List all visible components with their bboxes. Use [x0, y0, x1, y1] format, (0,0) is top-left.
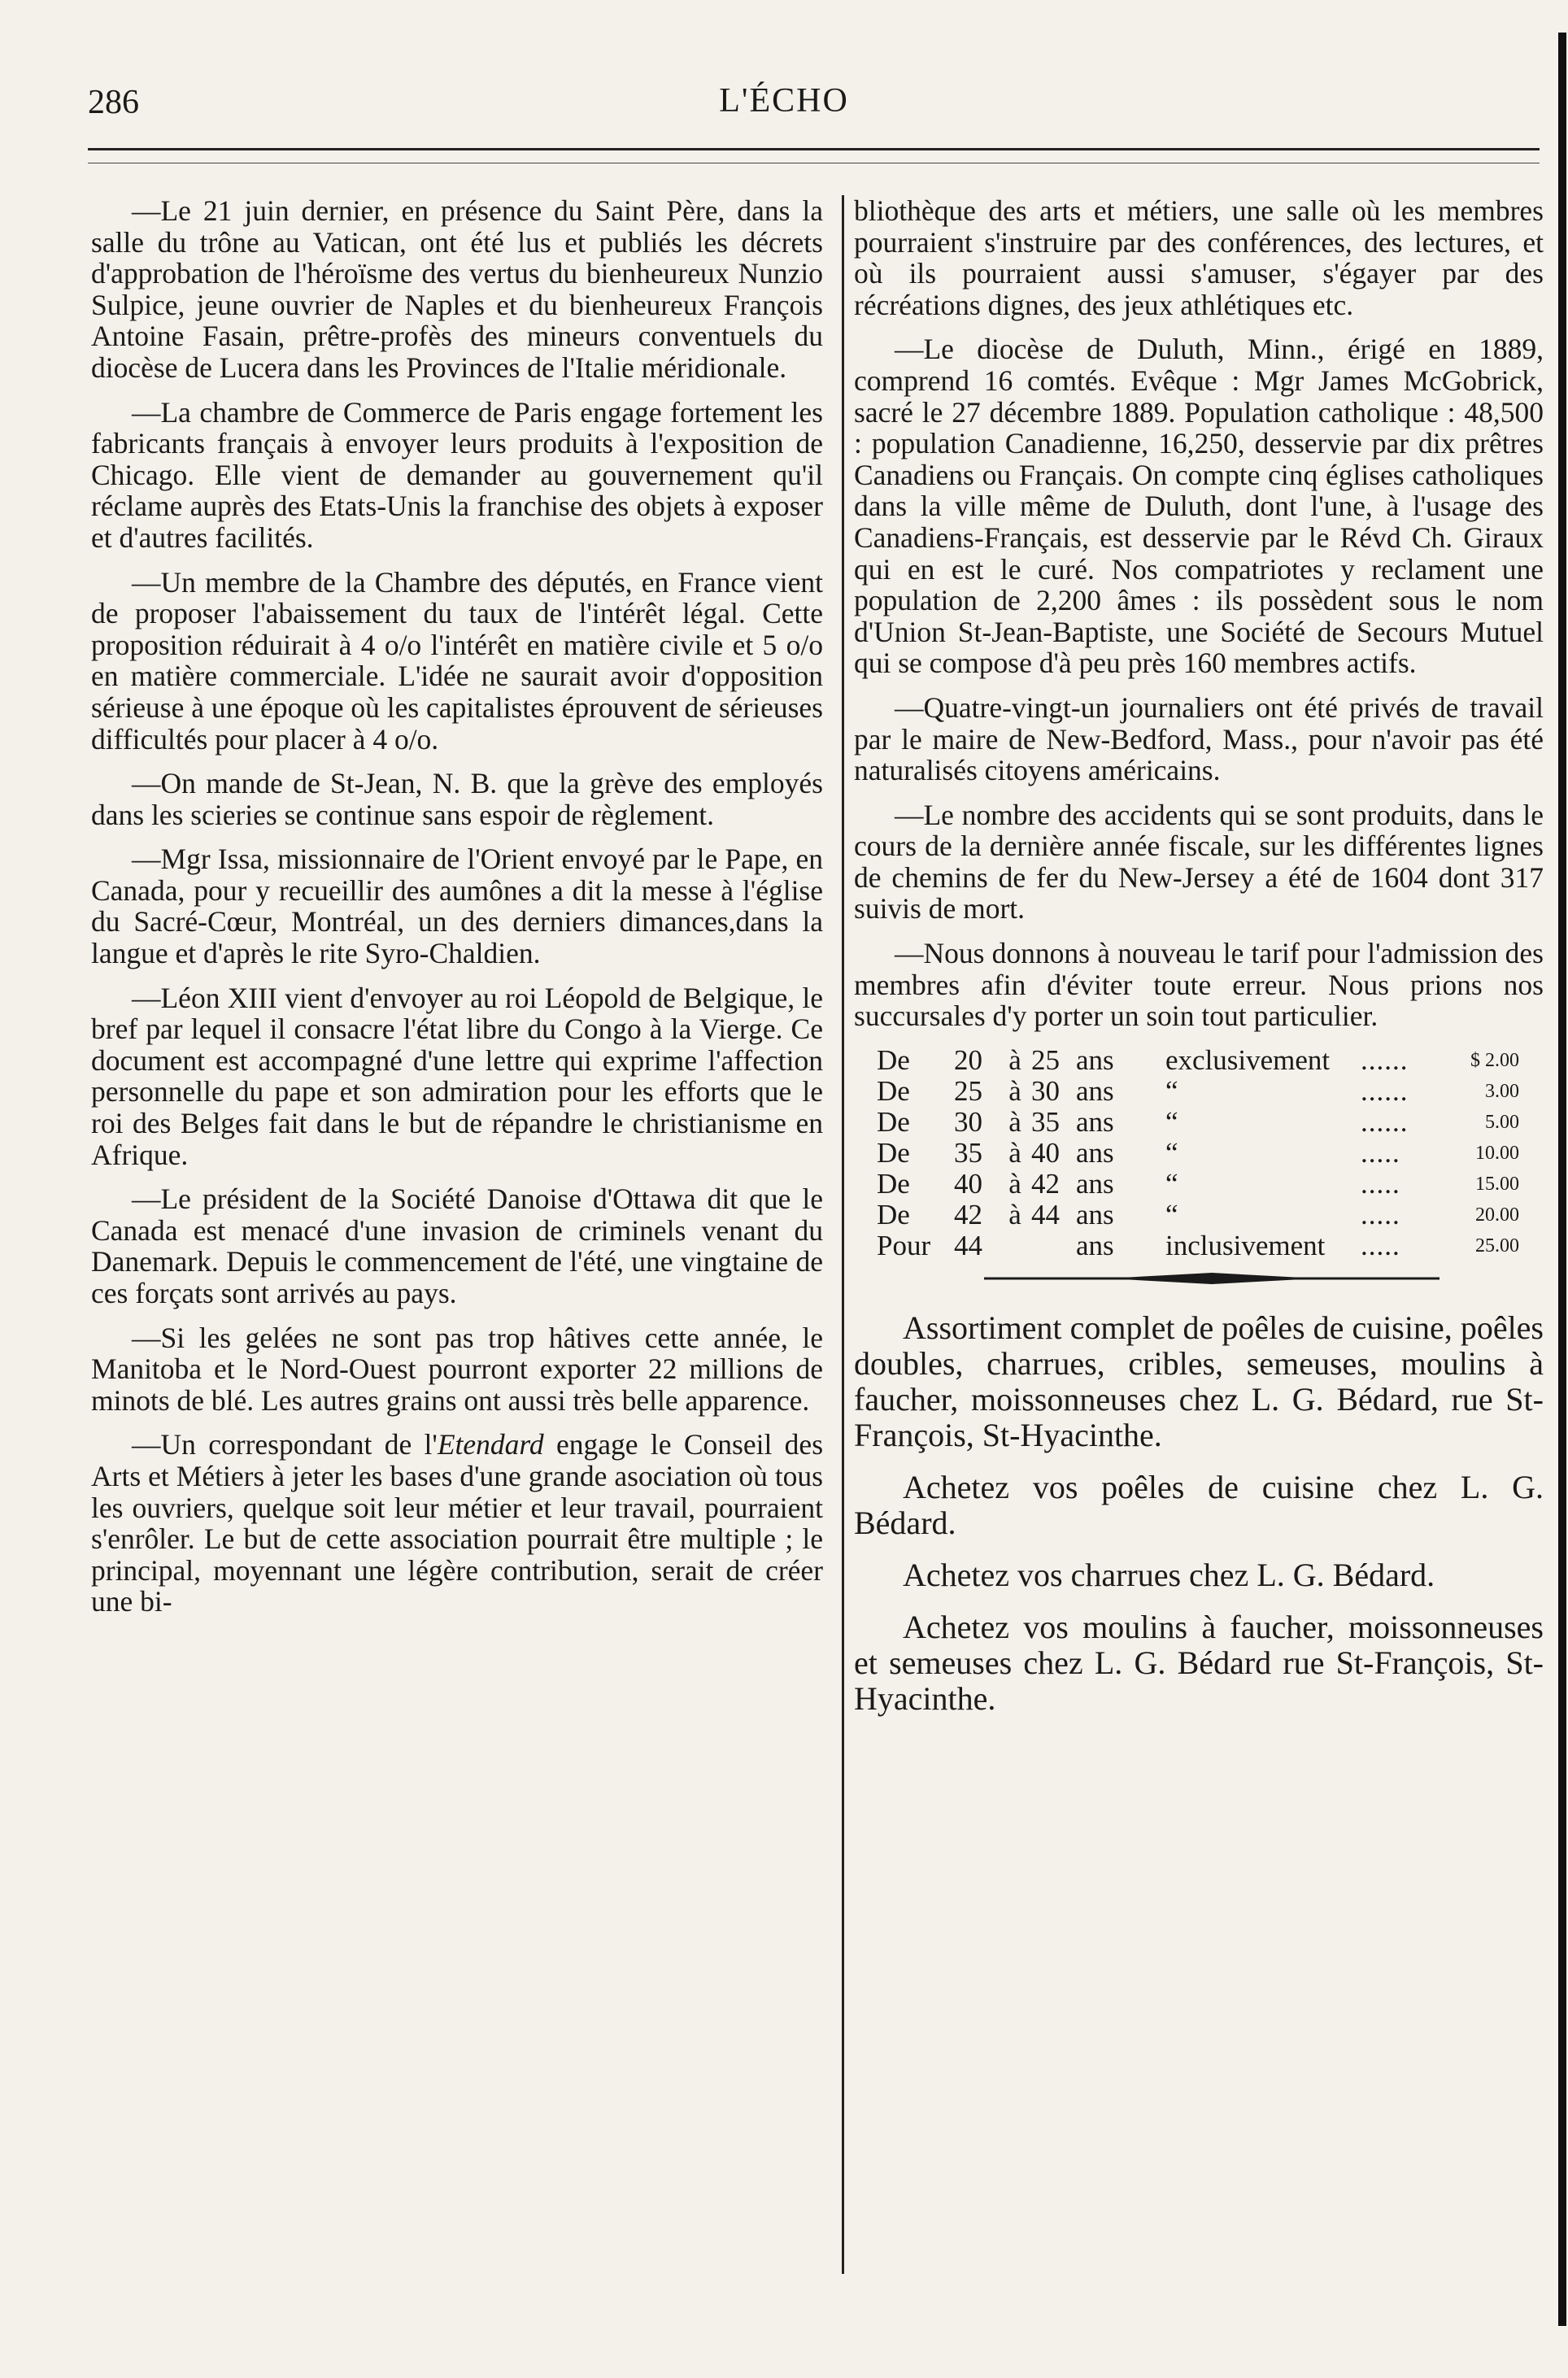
tariff-dots: ..... [1361, 1167, 1400, 1200]
tariff-to: 42 [1031, 1167, 1060, 1200]
tariff-dots: ..... [1361, 1198, 1400, 1230]
right-column [854, 195, 1544, 1733]
news-item: —Si les gelées ne sont pas trop hâtives cette année, le Manitoba et le Nord-Ouest pourront exporter 22 millions de minots de blé. Les autres grains ont aussi très belle apparence. [91, 1321, 823, 1417]
tariff-condition: “ [1165, 1198, 1178, 1230]
admission-tariff-table [877, 1045, 1519, 1261]
tariff-prefix: De [877, 1198, 910, 1230]
tariff-price: 5.00 [1485, 1111, 1519, 1133]
tariff-condition: inclusivement [1165, 1229, 1326, 1261]
tariff-dots: ...... [1361, 1043, 1409, 1076]
tariff-to: 25 [1031, 1043, 1060, 1076]
tariff-condition: “ [1165, 1167, 1178, 1200]
news-text: engage le Conseil des Arts et Métiers à jeter les bases d'une grande asociation où tous les ouvriers, quelque soit leur métier et leur travail, pourraient s'enrôler. Le but de cette association pourrait être multiple ; le principal, moyennant une légère contribution, serait de créer une bi- [91, 1428, 824, 1618]
news-item: —Le diocèse de Duluth, Minn., érigé en 1889, comprend 16 comtés. Evêque : Mgr James McGobrick, sacré le 27 décembre 1889. Population catholique : 48,500 : population Canadienne, 16,250, desservie par dix prêtres Canadiens ou Français. On compte cinq églises catholiques dans la ville même de Duluth, dont l'une, à l'usage des Canadiens-Français, est desservie par le Révd Ch. Giraux qui en est le curé. Nos compatriotes y reclament une population de 2,200 âmes : ils possèdent sous le nom d'Union St-Jean-Baptiste, une Société de Secours Mutuel qui se compose d'à peu près 160 membres actifs. [854, 333, 1544, 680]
tariff-condition: “ [1165, 1136, 1178, 1169]
tariff-condition: exclusivement [1165, 1043, 1331, 1076]
tariff-a: à [1008, 1167, 1021, 1200]
running-head-title: L'ÉCHO [719, 82, 849, 120]
tariff-condition: “ [1165, 1074, 1178, 1107]
tariff-from: 42 [954, 1198, 982, 1230]
tariff-row [877, 1107, 1519, 1138]
news-item: —Quatre-vingt-un journaliers ont été privés de travail par le maire de New-Bedford, Mass., pour n'avoir pas été naturalisés citoyens américains. [854, 690, 1544, 787]
tariff-row [877, 1200, 1519, 1230]
news-item: —Mgr Issa, missionnaire de l'Orient envoyé par le Pape, en Canada, pour y recueillir des aumônes a dit la messe à l'église du Sacré-Cœur, Montréal, un des derniers dimances,dans la langue et d'après le rite Syro-Chaldien. [91, 843, 823, 970]
tariff-to: 40 [1031, 1136, 1060, 1169]
tariff-ans: ans [1076, 1136, 1114, 1169]
tariff-ans: ans [1076, 1074, 1114, 1107]
tariff-prefix: De [877, 1043, 910, 1076]
scan-edge-shadow [1558, 33, 1566, 2326]
tariff-from: 20 [954, 1043, 982, 1076]
tariff-a: à [1008, 1105, 1021, 1138]
tariff-a [999, 1230, 1031, 1261]
tariff-from: 44 [954, 1229, 982, 1261]
tariff-prefix: De [877, 1074, 910, 1107]
tariff-to: 35 [1031, 1105, 1060, 1138]
news-item: —Un membre de la Chambre des députés, en France vient de proposer l'abaissement du taux de l'intérêt légal. Cette proposition réduirait à 4 o/o l'intérêt en matière civile et 5 o/o en matière commerciale. L'idée ne saurait avoir d'opposition sérieuse à une époque où les capitalistes éprouvent de sérieuses difficultés pour placer à 4 o/o. [91, 565, 823, 756]
tariff-row [877, 1169, 1519, 1200]
advertisement: Achetez vos poêles de cuisine chez L. G. Bédard. [854, 1468, 1544, 1541]
tariff-row [877, 1045, 1519, 1076]
tariff-dots: ...... [1361, 1105, 1409, 1138]
news-item: —On mande de St-Jean, N. B. que la grève des employés dans les scieries se continue sans espoir de règlement. [91, 767, 823, 831]
tariff-price: 25.00 [1475, 1235, 1519, 1257]
tariff-condition: “ [1165, 1105, 1178, 1138]
tariff-ans: ans [1076, 1198, 1114, 1230]
tariff-price: 10.00 [1475, 1142, 1519, 1164]
tariff-from: 25 [954, 1074, 982, 1107]
tariff-price: 15.00 [1475, 1173, 1519, 1195]
advertisements [854, 1310, 1544, 1717]
tariff-ans: ans [1076, 1105, 1114, 1138]
news-item: —Le nombre des accidents qui se sont produits, dans le cours de la dernière année fiscale, sur les différentes lignes de chemins de fer du New-Jersey a été de 1604 dont 317 suivis de mort. [854, 798, 1544, 926]
tariff-row [877, 1138, 1519, 1169]
tariff-dots: ..... [1361, 1229, 1400, 1261]
news-text: —Un correspondant de l' [132, 1428, 438, 1461]
header-rule [88, 148, 1540, 150]
tariff-price: 20.00 [1475, 1204, 1519, 1226]
tariff-to [1031, 1230, 1076, 1261]
news-item-continued [91, 1429, 823, 1618]
tariff-from: 30 [954, 1105, 982, 1138]
tariff-dots: ..... [1361, 1136, 1400, 1169]
news-item: —Léon XIII vient d'envoyer au roi Léopold de Belgique, le bref par lequel il consacre l'état libre du Congo à la Vierge. Ce document est accompagné d'une lettre qui exprime l'affection personnelle du pape et son admiration pour les efforts que le roi des Belges fait dans le but de répandre le christianisme en Afrique. [91, 981, 823, 1171]
page-number: 286 [88, 84, 139, 121]
advertisement: Achetez vos moulins à faucher, moissonneuses et semeuses chez L. G. Bédard rue St-François, St-Hyacinthe. [854, 1608, 1544, 1717]
advertisement: Assortiment complet de poêles de cuisine, poêles doubles, charrues, cribles, semeuses, moulins à faucher, moissonneuses chez L. G. Bédard, rue St-François, St-Hyacinthe. [854, 1309, 1544, 1453]
news-item: —Nous donnons à nouveau le tarif pour l'admission des membres afin d'éviter toute erreur. Nous prions nos succursales d'y porter un soin tout particulier. [854, 937, 1544, 1033]
advertisement: Achetez vos charrues chez L. G. Bédard. [903, 1556, 1435, 1593]
tariff-prefix: De [877, 1105, 910, 1138]
left-column [91, 195, 823, 1631]
tariff-ans: ans [1076, 1167, 1114, 1200]
newspaper-title: Etendard [437, 1428, 544, 1461]
tariff-row [877, 1076, 1519, 1107]
news-item: —La chambre de Commerce de Paris engage fortement les fabricants français à envoyer leurs produits à l'exposition de Chicago. Elle vient de demander au gouvernement qu'il réclame auprès des Etats-Unis la franchise des objets à exposer et d'autres facilités. [91, 395, 823, 554]
tariff-from: 35 [954, 1136, 982, 1169]
tariff-a: à [1008, 1198, 1021, 1230]
news-item-continuation: bliothèque des arts et métiers, une salle où les membres pourraient s'instruire par des conférences, des lectures, et où ils pourraient aussi s'amuser, s'égayer par des récréations dignes, des jeux athlétiques etc. [854, 194, 1544, 321]
tariff-dots: ...... [1361, 1074, 1409, 1107]
tariff-price: $ 2.00 [1470, 1049, 1519, 1071]
ornamental-divider [984, 1270, 1440, 1287]
column-divider [842, 195, 844, 2274]
tariff-prefix: De [877, 1167, 910, 1200]
tariff-a: à [1008, 1043, 1021, 1076]
news-item: —Le président de la Société Danoise d'Ottawa dit que le Canada est menacé d'une invasion de criminels venant du Danemark. Depuis le commencement de l'été, une vingtaine de ces forçats sont arrivés au pays. [91, 1182, 823, 1309]
tariff-price: 3.00 [1485, 1080, 1519, 1102]
tariff-a: à [1008, 1074, 1021, 1107]
tariff-prefix: Pour [877, 1229, 931, 1261]
tariff-ans: ans [1076, 1043, 1114, 1076]
tariff-a: à [1008, 1136, 1021, 1169]
tariff-row [877, 1230, 1519, 1261]
tariff-to: 44 [1031, 1198, 1060, 1230]
tariff-to: 30 [1031, 1074, 1060, 1107]
tariff-ans: ans [1076, 1229, 1114, 1261]
news-item: —Le 21 juin dernier, en présence du Saint Père, dans la salle du trône au Vatican, ont été lus et publiés les décrets d'approbation de l'héroïsme des vertus du bienheureux Nunzio Sulpice, jeune ouvrier de Naples et du bienheureux François Antoine Fasain, prêtre-profès des mineurs conventuels du diocèse de Lucera dans les Provinces de l'Italie méridionale. [91, 194, 823, 384]
tariff-from: 40 [954, 1167, 982, 1200]
tariff-prefix: De [877, 1136, 910, 1169]
